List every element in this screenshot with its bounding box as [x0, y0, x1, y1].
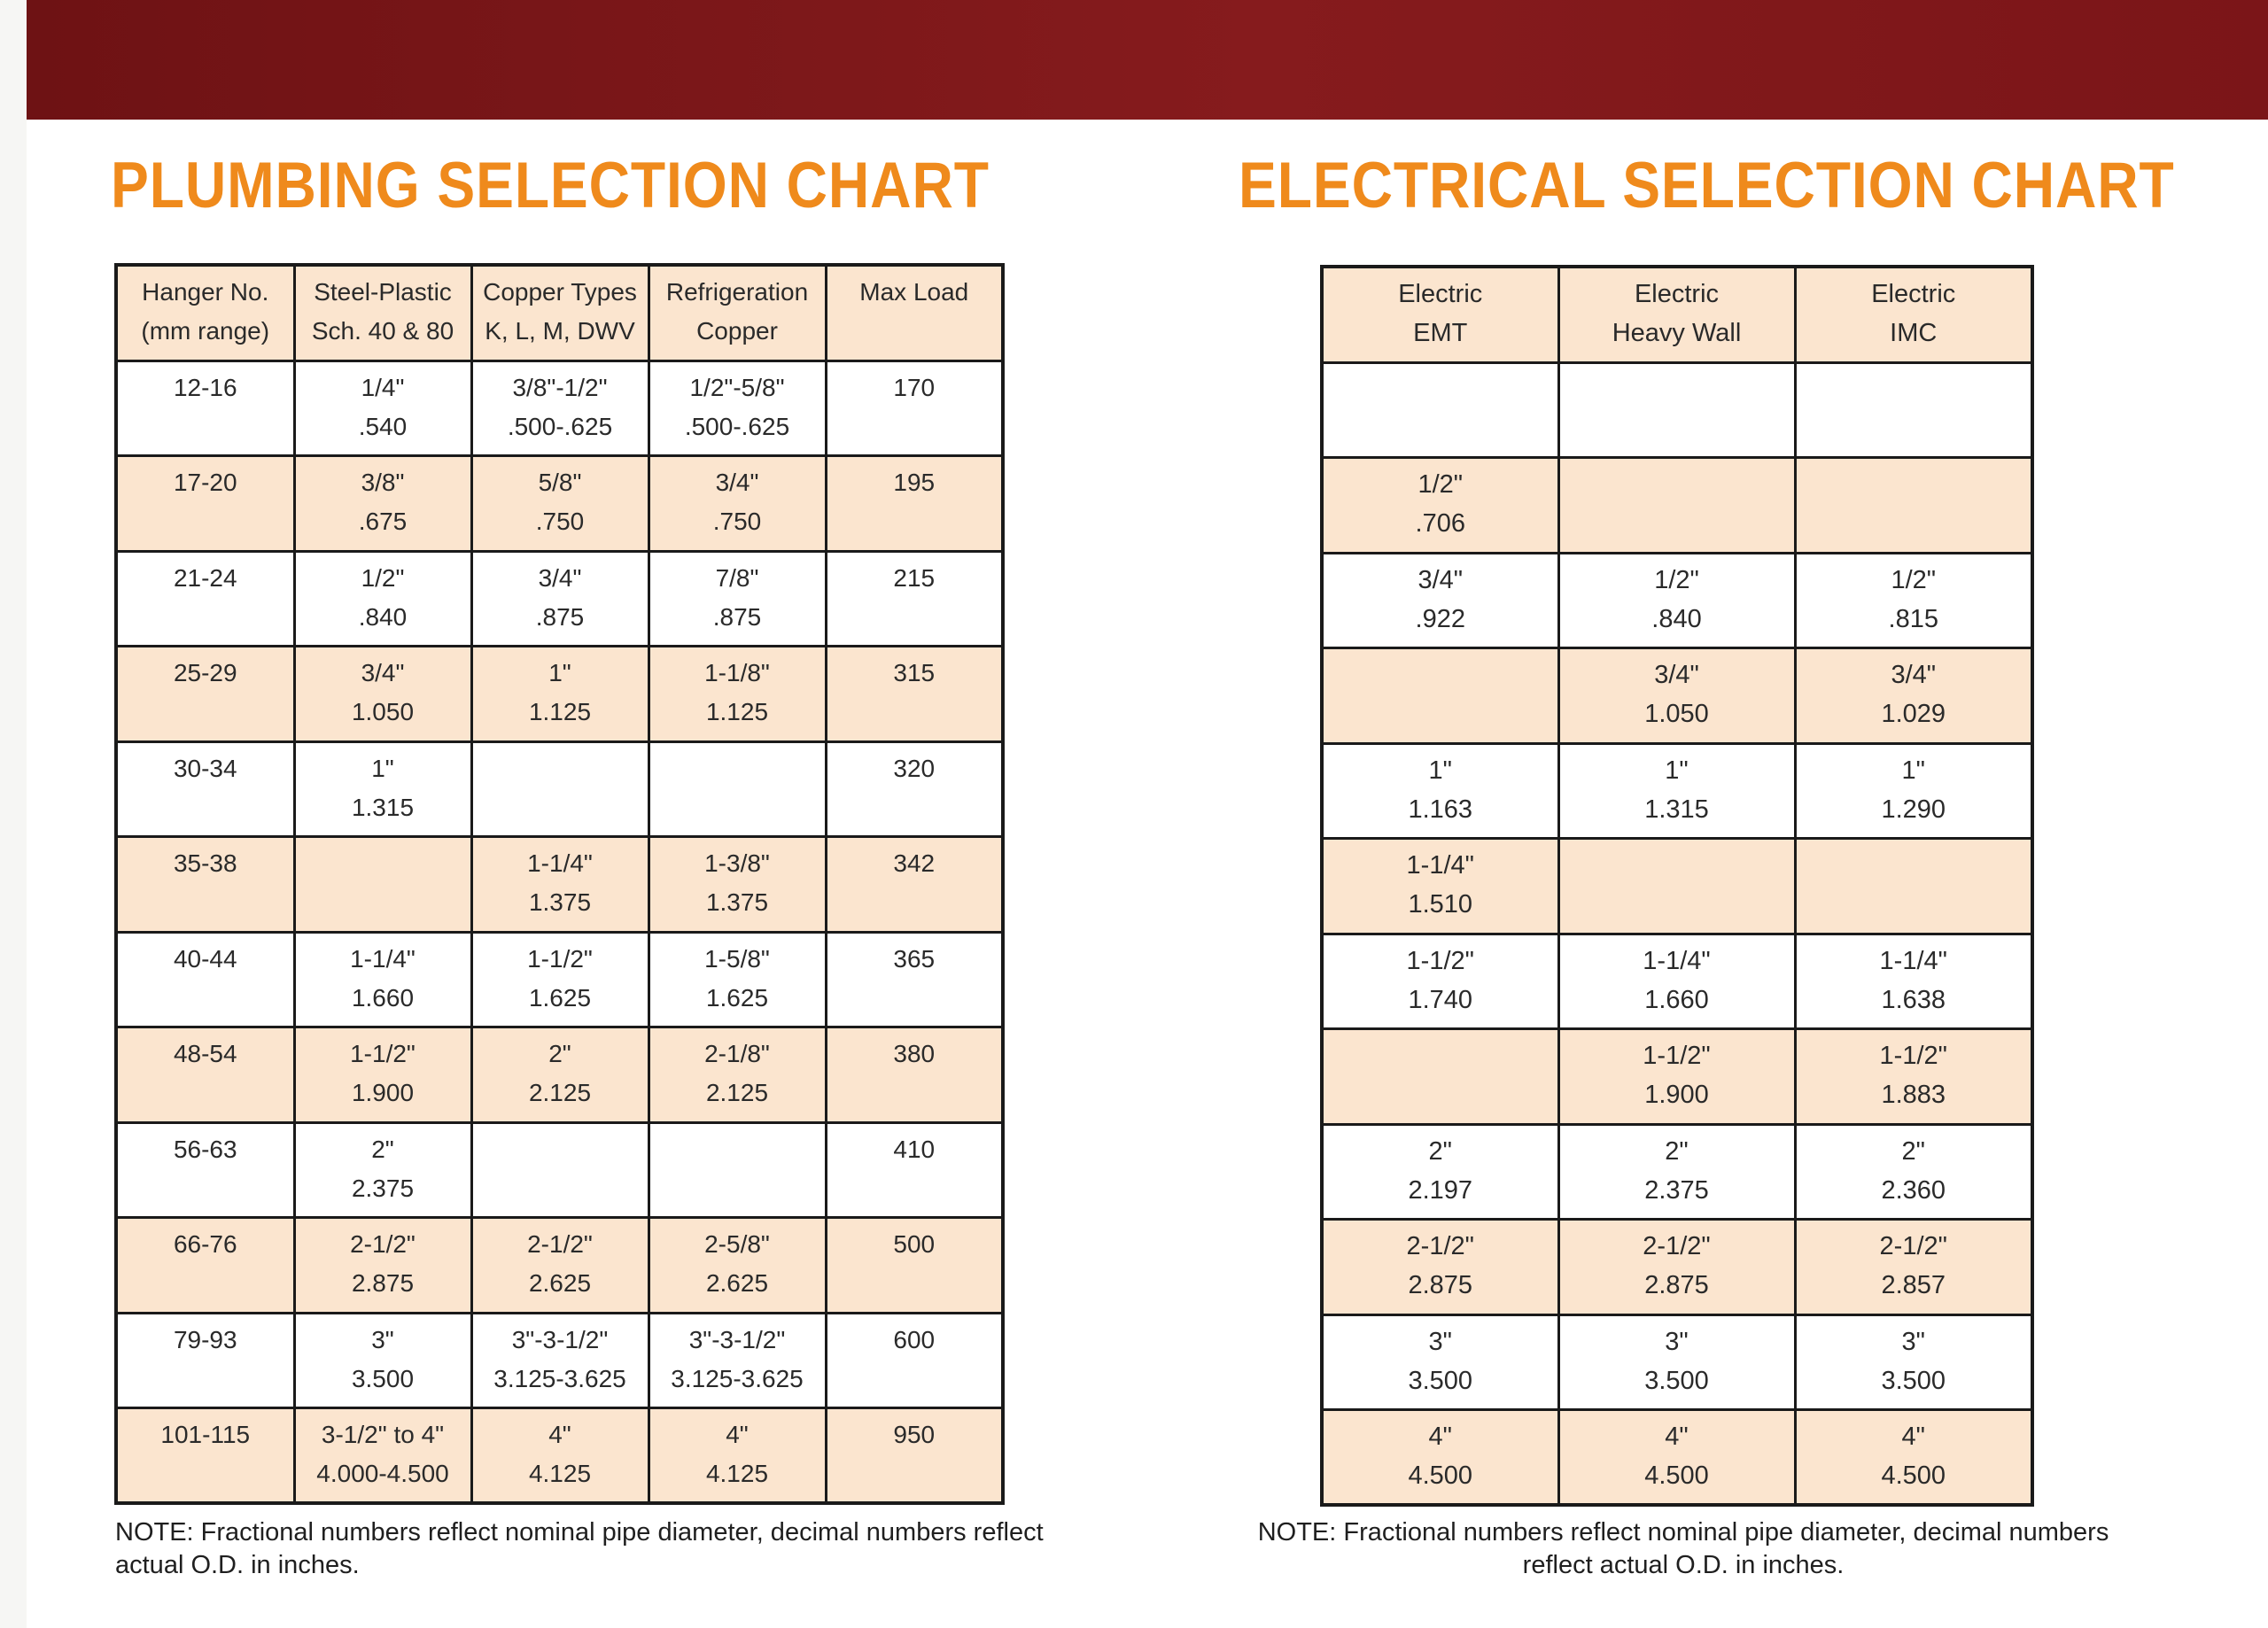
table-cell — [1322, 648, 1558, 744]
table-row — [1322, 1220, 2032, 1315]
table-cell — [1795, 1220, 2032, 1315]
table-cell — [1795, 743, 2032, 839]
cell-primary-value: 3/4" — [715, 469, 759, 496]
cell-primary-value: 4" — [1428, 1423, 1452, 1451]
cell-primary-value: 7/8" — [715, 563, 759, 592]
table-cell — [294, 456, 471, 552]
cell-primary-value: 3/8" — [361, 469, 405, 496]
table-cell — [1322, 1314, 1558, 1410]
table-row — [116, 741, 1003, 837]
cell-primary-value: 195 — [893, 469, 936, 496]
cell-primary-value: 1-1/2" — [1406, 946, 1474, 975]
table-cell — [649, 1408, 826, 1504]
table-row — [1322, 839, 2032, 934]
table-cell — [471, 360, 649, 456]
table-cell — [649, 360, 826, 456]
table-cell — [1795, 553, 2032, 648]
table-cell — [1322, 553, 1558, 648]
cell-secondary-value: 1.638 — [1881, 985, 1946, 1014]
table-cell — [826, 1408, 1003, 1504]
table-row — [1322, 648, 2032, 744]
cell-primary-value: 5/8" — [538, 469, 582, 496]
cell-primary-value: 3/4" — [538, 563, 582, 592]
cell-primary-value: 101-115 — [160, 1421, 251, 1448]
cell-primary-value: 1" — [548, 659, 571, 686]
cell-primary-value: 1" — [1665, 756, 1689, 785]
table-row — [1322, 553, 2032, 648]
table-cell — [826, 647, 1003, 742]
cell-secondary-value: 1.163 — [1408, 795, 1473, 824]
cell-primary-value: Copper Types — [483, 278, 637, 306]
cell-primary-value: 1-1/4" — [527, 849, 593, 877]
table-cell — [1795, 362, 2032, 458]
table-cell — [471, 741, 649, 837]
plumbing-chart-title: PLUMBING SELECTION CHART — [111, 150, 990, 221]
table-cell — [471, 1313, 649, 1408]
cell-primary-value: 12-16 — [173, 373, 237, 401]
table-row — [1322, 934, 2032, 1029]
table-cell — [649, 647, 826, 742]
cell-primary-value: 3" — [1428, 1327, 1452, 1356]
cell-primary-value: 3-1/2" to 4" — [321, 1421, 445, 1448]
cell-primary-value: 4" — [548, 1421, 571, 1448]
cell-secondary-value: .922 — [1415, 604, 1465, 633]
cell-primary-value: 1/2"-5/8" — [689, 373, 785, 401]
cell-primary-value: 500 — [893, 1230, 936, 1258]
cell-secondary-value: 1.625 — [705, 983, 769, 1012]
cell-primary-value: Hanger No. — [142, 278, 269, 306]
table-row — [1322, 458, 2032, 554]
cell-primary-value: 30-34 — [173, 754, 237, 782]
cell-primary-value: 3/8"-1/2" — [512, 373, 608, 401]
column-header — [471, 265, 649, 360]
cell-primary-value: 17-20 — [173, 469, 237, 496]
cell-secondary-value: .500-.625 — [684, 412, 790, 440]
table-row — [116, 551, 1003, 647]
table-cell — [826, 1313, 1003, 1408]
table-cell — [1795, 1029, 2032, 1125]
cell-primary-value: Max Load — [859, 278, 969, 306]
cell-primary-value: Steel-Plastic — [314, 278, 452, 306]
cell-primary-value: Electric — [1398, 280, 1483, 308]
table-cell — [1322, 1220, 1558, 1315]
table-cell — [649, 456, 826, 552]
cell-primary-value: 342 — [893, 849, 936, 877]
column-header — [1558, 267, 1795, 362]
cell-secondary-value: .706 — [1415, 509, 1465, 538]
cell-secondary-value: 2.875 — [1644, 1271, 1709, 1299]
cell-secondary-value: 3.500 — [1408, 1366, 1473, 1395]
table-cell — [294, 1027, 471, 1123]
table-row — [1322, 1029, 2032, 1125]
cell-secondary-value: 1.315 — [351, 793, 415, 821]
table-cell — [1558, 743, 1795, 839]
cell-secondary-value: 1.050 — [1644, 700, 1709, 728]
table-row — [116, 360, 1003, 456]
cell-primary-value: 600 — [893, 1325, 936, 1353]
table-row — [116, 1122, 1003, 1218]
table-cell — [294, 551, 471, 647]
table-cell — [649, 932, 826, 1027]
table-cell — [116, 932, 294, 1027]
table-row — [116, 1313, 1003, 1408]
table-cell — [1795, 458, 2032, 554]
table-cell — [116, 360, 294, 456]
cell-secondary-value: 3.125-3.625 — [493, 1364, 626, 1392]
table-row — [116, 1218, 1003, 1314]
cell-primary-value: 40-44 — [173, 944, 237, 973]
table-cell — [649, 1313, 826, 1408]
cell-primary-value: Refrigeration — [665, 278, 809, 306]
cell-secondary-value: 4.500 — [1408, 1461, 1473, 1490]
cell-secondary-value: 1.625 — [528, 983, 592, 1012]
cell-primary-value: 2-1/2" — [1879, 1232, 1947, 1260]
cell-secondary-value: 1.290 — [1881, 795, 1946, 824]
cell-secondary-value: 1.125 — [528, 698, 592, 725]
cell-primary-value: Electric — [1871, 280, 1956, 308]
table-row — [116, 1408, 1003, 1504]
table-cell — [294, 932, 471, 1027]
table-header-row — [116, 265, 1003, 360]
cell-primary-value: 170 — [893, 373, 936, 401]
cell-secondary-value: 1.029 — [1881, 700, 1946, 728]
table-cell — [1322, 458, 1558, 554]
cell-secondary-value: 1.883 — [1881, 1081, 1946, 1109]
column-header — [1795, 267, 2032, 362]
table-row — [116, 456, 1003, 552]
table-cell — [826, 360, 1003, 456]
cell-secondary-value: 1.375 — [705, 888, 769, 916]
cell-primary-value: 1-1/4" — [1879, 946, 1947, 975]
cell-primary-value: 1-5/8" — [704, 944, 770, 973]
cell-primary-value: 2" — [1665, 1136, 1689, 1166]
cell-primary-value: 1/2" — [361, 563, 405, 592]
table-cell — [1558, 1410, 1795, 1506]
cell-secondary-value: 2.857 — [1881, 1271, 1946, 1299]
plumbing-selection-table — [114, 263, 1005, 1505]
table-cell — [471, 456, 649, 552]
cell-secondary-value: 1.050 — [351, 698, 415, 725]
table-cell — [1322, 362, 1558, 458]
cell-secondary-value: 2.375 — [351, 1174, 415, 1202]
cell-secondary-value: 1.900 — [351, 1079, 415, 1106]
cell-primary-value: 3/4" — [1654, 661, 1699, 689]
cell-secondary-value: IMC — [1890, 319, 1938, 347]
table-cell — [1322, 1029, 1558, 1125]
table-cell — [294, 1218, 471, 1314]
table-cell — [471, 1027, 649, 1123]
cell-secondary-value: EMT — [1413, 319, 1468, 347]
cell-primary-value: 66-76 — [173, 1230, 237, 1258]
cell-secondary-value: .840 — [358, 602, 408, 631]
cell-primary-value: 3" — [1665, 1327, 1689, 1356]
cell-primary-value: 21-24 — [173, 563, 237, 592]
table-cell — [1322, 1410, 1558, 1506]
table-cell — [649, 551, 826, 647]
cell-secondary-value: 2.875 — [1408, 1271, 1473, 1299]
table-cell — [116, 1122, 294, 1218]
table-cell — [1795, 1314, 2032, 1410]
cell-primary-value: 2-1/2" — [1406, 1232, 1474, 1260]
cell-primary-value: 1-1/4" — [1406, 851, 1474, 880]
column-header — [649, 265, 826, 360]
table-cell — [294, 647, 471, 742]
cell-secondary-value: Copper — [696, 317, 778, 345]
cell-primary-value: 1/2" — [1418, 470, 1464, 499]
column-header — [294, 265, 471, 360]
table-cell — [1558, 1220, 1795, 1315]
table-cell — [116, 1408, 294, 1504]
cell-primary-value: 3"-3-1/2" — [688, 1325, 786, 1353]
table-cell — [826, 1218, 1003, 1314]
cell-primary-value: 3" — [1901, 1327, 1925, 1356]
page-edge — [0, 0, 27, 1628]
cell-secondary-value: Heavy Wall — [1612, 319, 1742, 347]
table-cell — [294, 741, 471, 837]
table-cell — [1558, 553, 1795, 648]
table-cell — [471, 647, 649, 742]
cell-secondary-value: .875 — [712, 602, 762, 631]
electrical-chart-title: ELECTRICAL SELECTION CHART — [1239, 150, 2175, 221]
table-cell — [649, 741, 826, 837]
column-header — [116, 265, 294, 360]
cell-primary-value: 3"-3-1/2" — [511, 1325, 609, 1353]
cell-primary-value: 2-1/2" — [527, 1230, 593, 1258]
table-row — [1322, 1410, 2032, 1506]
table-row — [1322, 743, 2032, 839]
table-cell — [1558, 839, 1795, 934]
cell-primary-value: 3/4" — [361, 659, 405, 686]
cell-secondary-value: .840 — [1651, 604, 1702, 633]
cell-primary-value: 1/2" — [1891, 565, 1937, 594]
plumbing-note: NOTE: Fractional numbers reflect nominal pipe diameter, decimal numbers reflect actual O.D. in inches. — [115, 1518, 1044, 1579]
cell-primary-value: 1-1/2" — [1879, 1042, 1947, 1070]
cell-secondary-value: 2.375 — [1644, 1175, 1709, 1205]
cell-secondary-value: .750 — [535, 508, 585, 535]
cell-primary-value: Electric — [1634, 280, 1720, 308]
table-cell — [116, 1313, 294, 1408]
table-cell — [471, 837, 649, 933]
table-cell — [826, 1027, 1003, 1123]
table-row — [1322, 1124, 2032, 1220]
table-cell — [294, 1408, 471, 1504]
cell-secondary-value: 2.197 — [1408, 1175, 1473, 1205]
cell-secondary-value: Sch. 40 & 80 — [311, 317, 454, 345]
table-cell — [294, 1313, 471, 1408]
cell-secondary-value: 4.500 — [1644, 1461, 1709, 1490]
table-row — [116, 932, 1003, 1027]
cell-secondary-value: 1.375 — [528, 888, 592, 916]
table-cell — [116, 1218, 294, 1314]
cell-primary-value: 3/4" — [1418, 565, 1464, 594]
cell-secondary-value: 4.125 — [528, 1460, 592, 1487]
cell-primary-value: 1-1/8" — [704, 659, 770, 686]
table-cell — [116, 837, 294, 933]
table-row — [1322, 1314, 2032, 1410]
cell-primary-value: 1" — [371, 754, 394, 782]
cell-primary-value: 1/2" — [1654, 565, 1699, 594]
table-cell — [649, 1218, 826, 1314]
table-cell — [1558, 362, 1795, 458]
cell-primary-value: 410 — [893, 1135, 936, 1163]
table-cell — [116, 551, 294, 647]
cell-primary-value: 79-93 — [173, 1325, 237, 1353]
cell-primary-value: 48-54 — [173, 1040, 237, 1067]
cell-secondary-value: 1.740 — [1408, 985, 1473, 1014]
cell-secondary-value: .675 — [358, 508, 408, 535]
column-header — [826, 265, 1003, 360]
cell-secondary-value: 3.500 — [1881, 1366, 1946, 1395]
cell-secondary-value: 3.500 — [351, 1364, 415, 1392]
cell-primary-value: 3/4" — [1891, 661, 1937, 689]
table-cell — [826, 1122, 1003, 1218]
cell-secondary-value: .540 — [358, 412, 408, 440]
cell-secondary-value: .500-.625 — [507, 412, 613, 440]
cell-secondary-value: 1.510 — [1408, 890, 1473, 919]
cell-secondary-value: 1.900 — [1644, 1081, 1709, 1109]
cell-primary-value: 1-1/4" — [1643, 946, 1711, 975]
cell-primary-value: 4" — [726, 1421, 749, 1448]
cell-secondary-value: .815 — [1888, 604, 1938, 633]
electrical-selection-table — [1320, 265, 2034, 1507]
table-cell — [116, 647, 294, 742]
table-cell — [116, 741, 294, 837]
cell-primary-value: 1/4" — [361, 373, 405, 401]
cell-primary-value: 2" — [1428, 1136, 1452, 1166]
cell-primary-value: 25-29 — [173, 659, 237, 686]
table-cell — [116, 456, 294, 552]
table-cell — [826, 551, 1003, 647]
table-cell — [1558, 1029, 1795, 1125]
cell-primary-value: 1-1/2" — [350, 1040, 416, 1067]
cell-secondary-value: 1.660 — [351, 983, 415, 1012]
cell-secondary-value: (mm range) — [141, 317, 270, 345]
cell-secondary-value: .750 — [712, 508, 762, 535]
cell-primary-value: 1-1/2" — [1643, 1042, 1711, 1070]
cell-primary-value: 4" — [1901, 1423, 1925, 1451]
cell-primary-value: 2-5/8" — [704, 1230, 770, 1258]
cell-secondary-value: 1.315 — [1644, 795, 1709, 824]
cell-secondary-value: 1.660 — [1644, 985, 1709, 1014]
table-cell — [1795, 1124, 2032, 1220]
electrical-note: NOTE: Fractional numbers reflect nominal pipe diameter, decimal numbers reflect actual O.D. in inches. — [1257, 1518, 2109, 1579]
table-cell — [826, 456, 1003, 552]
cell-primary-value: 2" — [371, 1135, 394, 1163]
cell-secondary-value: 2.125 — [528, 1079, 592, 1106]
cell-primary-value: 380 — [893, 1040, 936, 1067]
cell-primary-value: 215 — [893, 563, 936, 592]
table-cell — [471, 1218, 649, 1314]
cell-secondary-value: 2.875 — [351, 1269, 415, 1297]
table-header-row — [1322, 267, 2032, 362]
table-cell — [1558, 1314, 1795, 1410]
header-banner — [27, 0, 2268, 120]
table-cell — [116, 1027, 294, 1123]
cell-secondary-value: 2.360 — [1881, 1175, 1946, 1205]
table-cell — [1795, 839, 2032, 934]
cell-secondary-value: .875 — [535, 602, 585, 631]
table-cell — [1795, 1410, 2032, 1506]
table-row — [116, 837, 1003, 933]
cell-primary-value: 2" — [548, 1040, 571, 1067]
table-cell — [471, 1122, 649, 1218]
table-cell — [1558, 1124, 1795, 1220]
table-cell — [1558, 458, 1795, 554]
cell-secondary-value: 4.500 — [1881, 1461, 1946, 1490]
table-cell — [1322, 934, 1558, 1029]
table-cell — [826, 741, 1003, 837]
cell-primary-value: 56-63 — [173, 1135, 237, 1163]
column-header — [1322, 267, 1558, 362]
cell-secondary-value: K, L, M, DWV — [485, 317, 635, 345]
table-cell — [1558, 934, 1795, 1029]
cell-primary-value: 2-1/2" — [350, 1230, 416, 1258]
cell-primary-value: 2" — [1901, 1136, 1925, 1166]
cell-primary-value: 365 — [893, 944, 936, 973]
table-cell — [294, 837, 471, 933]
table-cell — [1322, 839, 1558, 934]
table-row — [116, 647, 1003, 742]
cell-secondary-value: 2.625 — [528, 1269, 592, 1297]
cell-secondary-value: 3.500 — [1644, 1366, 1709, 1395]
table-row — [116, 1027, 1003, 1123]
cell-secondary-value: 2.625 — [705, 1269, 769, 1297]
table-cell — [1322, 743, 1558, 839]
cell-primary-value: 1-3/8" — [704, 849, 770, 877]
cell-primary-value: 1-1/4" — [350, 944, 416, 973]
cell-primary-value: 1-1/2" — [527, 944, 593, 973]
table-cell — [471, 1408, 649, 1504]
table-cell — [294, 360, 471, 456]
table-cell — [294, 1122, 471, 1218]
table-cell — [1558, 648, 1795, 744]
cell-primary-value: 2-1/2" — [1643, 1232, 1711, 1260]
table-cell — [471, 932, 649, 1027]
table-cell — [1322, 1124, 1558, 1220]
cell-secondary-value: 1.125 — [705, 698, 769, 725]
cell-secondary-value: 3.125-3.625 — [671, 1364, 804, 1392]
table-cell — [649, 1122, 826, 1218]
table-row — [1322, 362, 2032, 458]
cell-primary-value: 1" — [1901, 756, 1925, 785]
cell-secondary-value: 2.125 — [705, 1079, 769, 1106]
table-cell — [649, 1027, 826, 1123]
cell-primary-value: 2-1/8" — [704, 1040, 770, 1067]
cell-primary-value: 1" — [1428, 756, 1452, 785]
cell-primary-value: 320 — [893, 754, 936, 782]
table-cell — [826, 837, 1003, 933]
table-cell — [471, 551, 649, 647]
table-cell — [1795, 648, 2032, 744]
cell-primary-value: 315 — [893, 659, 936, 686]
cell-primary-value: 3" — [371, 1325, 394, 1353]
table-cell — [649, 837, 826, 933]
cell-secondary-value: 4.125 — [705, 1460, 769, 1487]
table-cell — [826, 932, 1003, 1027]
cell-primary-value: 4" — [1665, 1423, 1689, 1451]
cell-primary-value: 35-38 — [173, 849, 237, 877]
cell-secondary-value: 4.000-4.500 — [316, 1460, 449, 1487]
cell-primary-value: 950 — [893, 1421, 936, 1448]
table-cell — [1795, 934, 2032, 1029]
